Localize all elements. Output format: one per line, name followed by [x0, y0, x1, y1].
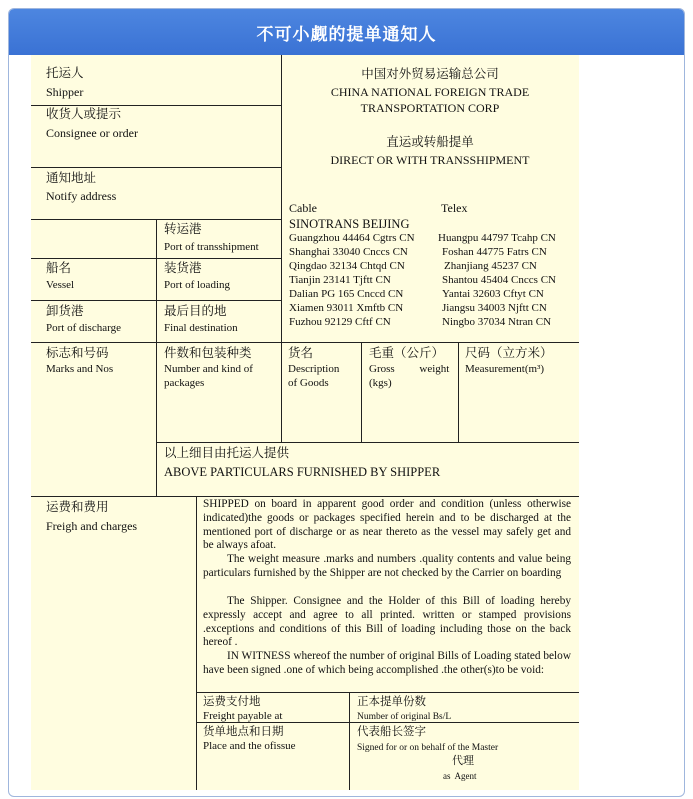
freight-label-en: Freigh and charges [46, 519, 138, 533]
bill-of-lading [31, 55, 579, 790]
notify-label-cn: 通知地址 [46, 170, 97, 185]
shipper-label-cn: 托运人 [46, 65, 84, 80]
divider [281, 342, 282, 442]
packages-label-en: Number and kind of [164, 363, 253, 375]
divider [156, 442, 579, 443]
divider [156, 342, 157, 496]
agent-label-en: as Agent [443, 771, 477, 781]
freight-label-cn: 运费和费用 [46, 499, 109, 514]
discharge-label-cn: 卸货港 [46, 303, 84, 318]
agent-label-cn: 代理 [452, 754, 474, 767]
goods-label-cn: 货名 [288, 345, 314, 360]
document-type-en: DIRECT OR WITH TRANSSHIPMENT [330, 153, 530, 167]
marks-label-cn: 标志和号码 [46, 345, 109, 360]
office-list-item: Tianjin 23141 Tjftt CN [289, 274, 391, 286]
clause-witness: IN WITNESS whereof the number of original Bills of Loading stated below have been signed .one of which being accomplished .the other(s)to be void: [203, 650, 571, 676]
destination-label-cn: 最后目的地 [164, 303, 227, 318]
discharge-label-en: Port of discharge [46, 322, 121, 334]
divider [31, 342, 579, 343]
issue-label-en: Place and the ofissue [203, 740, 296, 752]
office-list-item: Foshan 44775 Fatrs CN [442, 246, 547, 258]
packages-label-en: packages [164, 377, 205, 389]
consignee-label-en: Consignee or order [46, 126, 138, 140]
cable-address: SINOTRANS BEIJING [289, 217, 410, 231]
cable-label: Cable [289, 201, 317, 215]
divider [361, 342, 362, 442]
office-list-item: Fuzhou 92129 Cftf CN [289, 316, 391, 328]
transshipment-label-en: Port of transshipment [164, 241, 259, 253]
above-particulars-en: ABOVE PARTICULARS FURNISHED BY SHIPPER [164, 465, 441, 479]
divider [196, 692, 579, 693]
signature-label-cn: 代表船长签字 [357, 724, 426, 738]
goods-label-en: of Goods [288, 377, 329, 389]
gross-weight-label-en: (kgs) [369, 377, 392, 389]
issue-label-cn: 货单地点和日期 [203, 724, 284, 738]
original-count-label-cn: 正本提单份数 [357, 694, 426, 708]
goods-label-en: Description [288, 363, 340, 375]
freight-payable-label-cn: 运费支付地 [203, 694, 261, 708]
content-panel [8, 8, 685, 797]
vessel-label-cn: 船名 [46, 260, 72, 275]
vessel-label-en: Vessel [46, 279, 75, 291]
office-list-item: Zhanjiang 45237 CN [444, 260, 537, 272]
notify-label-en: Notify address [46, 189, 117, 203]
transshipment-label-cn: 转运港 [164, 221, 202, 236]
office-list-item: Qingdao 32134 Chtqd CN [289, 260, 405, 272]
office-list-item: Shanghai 33040 Cnccs CN [289, 246, 408, 258]
divider [156, 219, 157, 342]
divider [458, 342, 459, 442]
office-list-item: Jiangsu 34003 Njftt CN [442, 302, 547, 314]
telex-label: Telex [441, 201, 468, 215]
signature-label-en: Signed for or on behalf of the Master [357, 743, 499, 753]
measurement-label-en: Measurement(m³) [465, 363, 545, 375]
measurement-label-cn: 尺码（立方米） [465, 345, 553, 360]
company-name-cn: 中国对外贸易运输总公司 [361, 66, 499, 81]
company-name-en-2: TRANSPORTATION CORP [360, 101, 500, 115]
document-type-cn: 直运或转船提单 [386, 134, 474, 149]
clause-weight: The weight measure .marks and numbers .quality contents and value being particulars furnished by the Shipper are not checked by the Carrier on boarding [203, 553, 571, 579]
gross-weight-label-cn: 毛重（公斤） [369, 345, 445, 360]
shipper-label-en: Shipper [46, 85, 84, 99]
original-count-label-en: Number of original Bs/L [357, 712, 452, 722]
office-list-item: Yantai 32603 Cftyt CN [442, 288, 544, 300]
consignee-label-cn: 收货人或提示 [46, 106, 122, 121]
office-list-item: Ningbo 37034 Ntran CN [442, 316, 552, 328]
destination-label-en: Final destination [164, 322, 238, 334]
company-name-en-1: CHINA NATIONAL FOREIGN TRADE [330, 85, 530, 99]
freight-payable-label-en: Freight payable at [203, 710, 283, 722]
office-list-item: Guangzhou 44464 Cgtrs CN [289, 232, 415, 244]
marks-label-en: Marks and Nos [46, 363, 114, 375]
gross-weight-label-en: Gross weight [369, 363, 450, 375]
loading-label-en: Port of loading [164, 279, 230, 291]
page-title: 不可小觑的提单通知人 [9, 9, 684, 55]
office-list-item: Dalian PG 165 Cnccd CN [289, 288, 404, 300]
above-particulars-cn: 以上细目由托运人提供 [164, 445, 290, 460]
divider [196, 496, 197, 790]
office-list-item: Huangpu 44797 Tcahp CN [438, 232, 556, 244]
packages-label-cn: 件数和包装种类 [164, 345, 252, 360]
office-list-item: Xiamen 93011 Xmftb CN [289, 302, 404, 314]
divider [349, 692, 350, 790]
divider [31, 167, 281, 168]
office-list-item: Shantou 45404 Cnccs CN [442, 274, 556, 286]
divider [31, 496, 579, 497]
clause-acceptance: The Shipper. Consignee and the Holder of this Bill of loading hereby expressly accept and agree to all printed. written or stamped provisions .exceptions and conditions of this Bill of loading including those on the back hereof . [203, 595, 571, 649]
clause-shipped: SHIPPED on board in apparent good order and condition (unless otherwise indicated)the goods or packages specified herein and to be discharged at the mentioned port of discharge or as near thereto as the vessel may safely get and be always afoat. [203, 498, 571, 552]
loading-label-cn: 装货港 [164, 260, 202, 275]
